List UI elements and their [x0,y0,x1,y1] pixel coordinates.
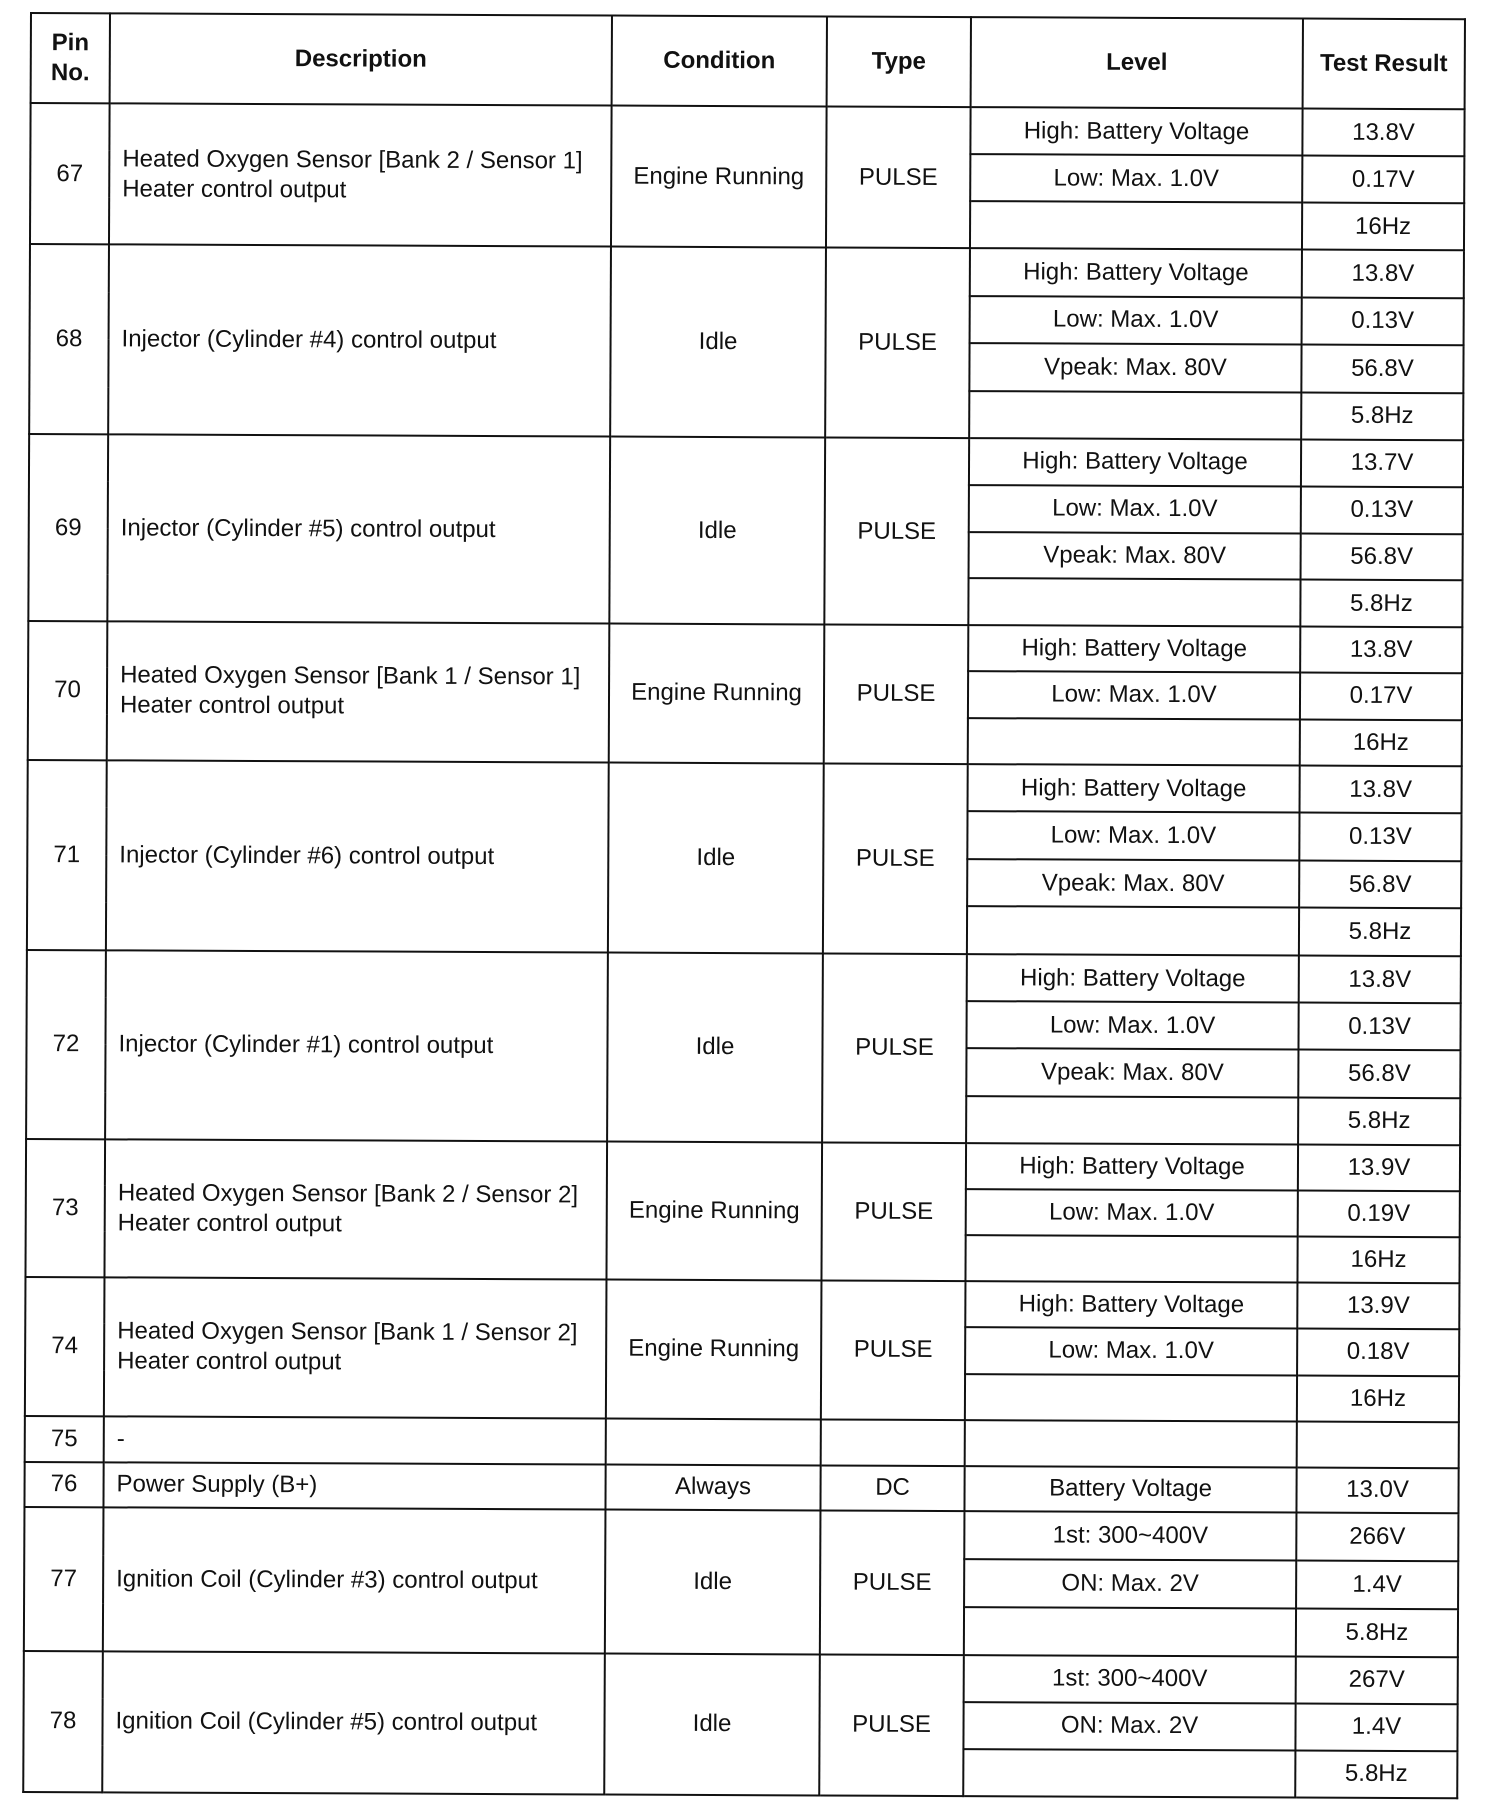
type-cell: DC [820,1465,964,1511]
type-cell: PULSE [824,624,969,764]
pin-number: 72 [26,950,106,1139]
pin-number: 74 [25,1277,105,1416]
table-body [23,103,1464,1798]
level-cell: Low: Max. 1.0V [965,1327,1297,1375]
header-type: Type [827,16,971,107]
level-cell: High: Battery Voltage [970,248,1302,297]
pin-number: 75 [25,1416,104,1462]
result-cell: 13.9V [1298,1145,1460,1192]
table-row [30,103,1464,156]
type-cell: PULSE [821,1142,966,1281]
level-cell [966,1096,1298,1145]
result-cell: 5.8Hz [1298,1097,1460,1145]
level-cell: Low: Max. 1.0V [966,1189,1298,1236]
pin-number: 73 [25,1139,105,1277]
description-cell: Power Supply (B+) [103,1462,605,1509]
result-cell: 16Hz [1302,203,1464,251]
level-cell: High: Battery Voltage [969,438,1301,486]
result-cell [1297,1422,1459,1469]
condition-cell: Idle [607,953,823,1143]
level-cell: Vpeak: Max. 80V [969,532,1301,580]
table-row [24,1651,1458,1704]
pin-number: 68 [29,244,109,434]
type-cell [821,1419,965,1466]
table-row [24,1507,1458,1561]
result-cell: 13.8V [1299,956,1461,1004]
condition-cell: Idle [609,437,825,625]
type-cell: PULSE [819,1654,964,1796]
level-cell: Battery Voltage [964,1466,1296,1512]
table-row [30,244,1464,298]
description-cell: Injector (Cylinder #1) control output [105,950,608,1141]
result-cell: 5.8Hz [1300,580,1462,627]
type-cell: PULSE [820,1510,965,1655]
table-row [24,1462,1458,1513]
table-row [28,621,1462,674]
type-cell: PULSE [823,763,968,954]
type-cell: PULSE [821,1280,966,1420]
condition-cell: Engine Running [609,624,825,764]
result-cell: 267V [1296,1657,1458,1705]
level-cell: Low: Max. 1.0V [970,154,1302,202]
level-cell: High: Battery Voltage [970,107,1302,155]
description-cell: Injector (Cylinder #4) control output [108,244,611,436]
result-cell: 5.8Hz [1295,1751,1457,1799]
level-cell [965,1235,1297,1282]
level-cell: Vpeak: Max. 80V [966,1049,1298,1098]
description-cell: - [104,1416,606,1464]
condition-cell: Idle [610,247,826,438]
result-cell: 5.8Hz [1301,392,1463,440]
level-cell [968,578,1300,626]
level-cell: Low: Max. 1.0V [968,671,1300,719]
description-cell: Injector (Cylinder #6) control output [106,760,609,952]
description-cell: Heated Oxygen Sensor [Bank 1 / Sensor 1] Heater control output [107,621,610,762]
result-cell: 1.4V [1295,1704,1457,1752]
table-row [27,950,1461,1004]
type-cell: PULSE [824,437,969,625]
level-cell: ON: Max. 2V [963,1702,1295,1750]
header-pin: Pin No. [31,13,110,103]
level-cell: Low: Max. 1.0V [969,485,1301,533]
description-cell: Ignition Coil (Cylinder #3) control output [103,1507,606,1653]
result-cell: 266V [1296,1513,1458,1562]
level-cell: Low: Max. 1.0V [967,812,1299,861]
result-cell: 13.8V [1302,109,1464,157]
description-cell: Heated Oxygen Sensor [Bank 2 / Sensor 2] Heater control output [104,1139,607,1279]
result-cell: 0.13V [1301,486,1463,533]
result-cell: 13.0V [1296,1468,1458,1514]
level-cell: 1st: 300~400V [964,1655,1296,1703]
result-cell: 0.17V [1302,156,1464,204]
result-cell: 56.8V [1301,533,1463,580]
type-cell: PULSE [826,106,971,248]
level-cell: Vpeak: Max. 80V [967,859,1299,908]
result-cell: 1.4V [1296,1561,1458,1610]
level-cell [967,907,1299,956]
level-cell [968,718,1300,766]
result-cell: 16Hz [1297,1375,1459,1422]
result-cell: 0.13V [1302,297,1464,345]
condition-cell: Engine Running [611,106,827,248]
result-cell: 0.13V [1298,1003,1460,1051]
result-cell: 16Hz [1300,719,1462,766]
level-cell: High: Battery Voltage [965,1281,1297,1329]
result-cell: 5.8Hz [1299,908,1461,956]
condition-cell: Idle [608,763,824,954]
condition-cell: Always [605,1464,820,1510]
result-cell: 56.8V [1301,345,1463,393]
condition-cell: Idle [604,1653,820,1795]
level-cell: Low: Max. 1.0V [970,296,1302,345]
level-cell [964,1607,1296,1656]
header-row [31,13,1465,109]
result-cell: 56.8V [1298,1050,1460,1098]
pin-number: 67 [30,103,110,244]
pin-test-table [22,12,1466,1799]
level-cell [965,1420,1297,1467]
table-row [25,1277,1459,1330]
pin-number: 77 [24,1507,104,1651]
header-level: Level [971,17,1303,108]
level-cell: Low: Max. 1.0V [966,1001,1298,1050]
result-cell: 13.8V [1300,627,1462,674]
table-row [25,1416,1459,1468]
pin-number: 69 [28,434,108,621]
description-cell: Heated Oxygen Sensor [Bank 2 / Sensor 1] Heater control output [109,103,612,246]
level-cell [970,201,1302,249]
description-cell: Ignition Coil (Cylinder #5) control output [102,1651,605,1794]
table-row [29,434,1463,487]
level-cell: High: Battery Voltage [966,1143,1298,1190]
result-cell: 13.8V [1300,766,1462,814]
pin-number: 70 [28,621,108,760]
header-description: Description [110,13,612,105]
level-cell: High: Battery Voltage [968,764,1300,813]
result-cell: 56.8V [1299,861,1461,909]
pin-number: 78 [23,1651,103,1792]
pin-number: 76 [24,1462,103,1507]
level-cell: High: Battery Voltage [967,954,1299,1003]
pin-number: 71 [27,760,107,950]
result-cell: 16Hz [1297,1237,1459,1284]
table-row [28,760,1462,814]
description-cell: Heated Oxygen Sensor [Bank 1 / Sensor 2] Heater control output [104,1277,607,1418]
result-cell: 13.8V [1302,250,1464,298]
result-cell: 0.18V [1297,1329,1459,1376]
result-cell: 0.13V [1299,813,1461,861]
header-condition: Condition [612,16,827,107]
type-cell: PULSE [822,953,967,1143]
level-cell: ON: Max. 2V [964,1559,1296,1608]
type-cell: PULSE [825,247,970,438]
level-cell: Vpeak: Max. 80V [969,343,1301,392]
header-result: Test Result [1303,19,1465,110]
level-cell [965,1374,1297,1422]
level-cell [969,391,1301,440]
level-cell [963,1749,1295,1797]
condition-cell: Idle [605,1509,821,1654]
table-row [26,1139,1460,1191]
result-cell: 0.17V [1300,673,1462,720]
result-cell: 0.19V [1298,1191,1460,1238]
condition-cell [606,1418,821,1465]
description-cell: Injector (Cylinder #5) control output [107,434,610,623]
result-cell: 5.8Hz [1296,1609,1458,1658]
condition-cell: Engine Running [606,1142,822,1281]
condition-cell: Engine Running [606,1280,822,1420]
result-cell: 13.9V [1297,1283,1459,1330]
level-cell: High: Battery Voltage [968,625,1300,673]
level-cell: 1st: 300~400V [964,1511,1296,1560]
result-cell: 13.7V [1301,440,1463,487]
